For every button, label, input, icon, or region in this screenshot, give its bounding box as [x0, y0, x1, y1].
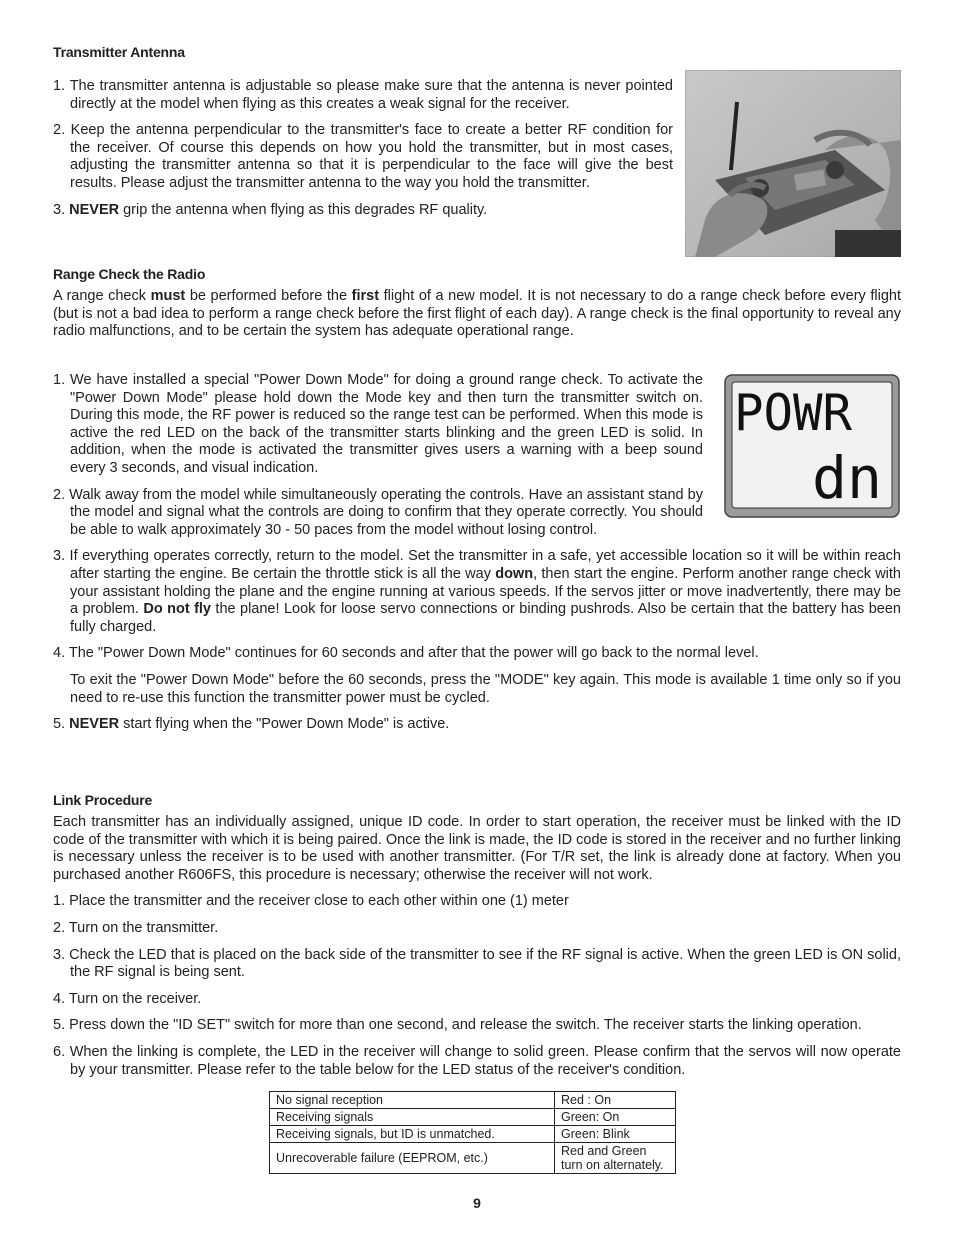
- table-cell-led: Red and Green turn on alternately.: [555, 1143, 676, 1174]
- section-heading: Link Procedure: [53, 792, 153, 808]
- list-item: 5. NEVER start flying when the "Power Down Mode" is active.: [53, 716, 450, 733]
- led-status-table: [269, 1091, 676, 1174]
- link-intro: Each transmitter has an individually assigned, unique ID code. In order to start operation, the receiver must be linked with the ID code of the transmitter with which it is being paired. Once the link is made, the ID code is stored in the receiver and no further linking is necessary unless the receiver is to be used with another transmitter. (For T/R set, the link is already done at factory. When you purchased another R606FS, this procedure is necessary; otherwise the receiver will not work.: [53, 814, 901, 883]
- section-transmitter-antenna: [53, 44, 901, 60]
- list-item: 3. If everything operates correctly, return to the model. Set the transmitter in a safe, yet accessible location so it will be within reach after starting the engine. Be certain the throttle stick is all the way down, then start the engine. Perform another range check with your assistant holding the plane and the engine running at various speeds. If the servos jitter or move inadvertently, there may be a problem. Do not fly the plane! Look for loose servo connections or binding pushrods. Also be certain that the battery has been fully charged.: [53, 548, 901, 635]
- list-item: 3. NEVER grip the antenna when flying as this degrades RF quality.: [53, 201, 488, 218]
- list-item-subtext: To exit the "Power Down Mode" before the 60 seconds, press the "MODE" key again. This mode is available 1 time only so if you need to re-use this function the transmitter power must be cycled.: [70, 671, 901, 706]
- section-link-procedure: [53, 792, 901, 1079]
- list-item: 2. Turn on the transmitter.: [53, 919, 219, 936]
- list-item: 5. Press down the "ID SET" switch for more than one second, and release the switch. The receiver starts the linking operation.: [53, 1017, 862, 1034]
- list-item: 6. When the linking is complete, the LED in the receiver will change to solid green. Please confirm that the servos will now operate by your transmitter. Please refer to the table below for the LED status of the receiver's condition.: [53, 1043, 901, 1078]
- table-cell-condition: No signal reception: [270, 1092, 555, 1109]
- table-row: [270, 1109, 676, 1126]
- table-row: [270, 1126, 676, 1143]
- lcd-display-power-down: [724, 374, 900, 518]
- list-item: 1. The transmitter antenna is adjustable so please make sure that the antenna is never pointed directly at the model when flying as this creates a weak signal for the receiver.: [53, 78, 673, 112]
- list-item: 3. Check the LED that is placed on the back side of the transmitter to see if the RF signal is active. When the green LED is ON solid, the RF signal is being sent.: [53, 946, 901, 981]
- range-intro: A range check must be performed before the first flight of a new model. It is not necessary to do a range check before every flight (but is not a bad idea to perform a range check before the first flight of each day). A range check is the final opportunity to reveal any radio malfunctions, and to be certain the system has adequate operational range.: [53, 288, 901, 340]
- table-cell-condition: Receiving signals: [270, 1109, 555, 1126]
- section-heading: Range Check the Radio: [53, 266, 206, 282]
- page-number: 9: [473, 1195, 481, 1211]
- table-row: [270, 1143, 676, 1174]
- list-item: 1. Place the transmitter and the receiver close to each other within one (1) meter: [53, 893, 569, 910]
- list-item: 4. Turn on the receiver.: [53, 990, 202, 1007]
- lcd-line-1: POWR: [734, 384, 853, 442]
- table-cell-led: Green: On: [555, 1109, 676, 1126]
- table-cell-condition: Receiving signals, but ID is unmatched.: [270, 1126, 555, 1143]
- list-item: 4. The "Power Down Mode" continues for 60 seconds and after that the power will go back to the normal level.: [53, 645, 759, 662]
- section-heading: Transmitter Antenna: [53, 44, 185, 60]
- table-cell-condition: Unrecoverable failure (EEPROM, etc.): [270, 1143, 555, 1174]
- list-item: 2. Keep the antenna perpendicular to the transmitter's face to create a better RF condition for the receiver. Of course this depends on how you hold the transmitter, but in most cases, adjusting the transmitter antenna so that it is perpendicular to the face will give the best results. Please adjust the transmitter antenna to the way you hold the transmitter.: [53, 122, 674, 191]
- section-range-check: [53, 266, 901, 341]
- table-row: [270, 1092, 676, 1109]
- list-item: 2. Walk away from the model while simultaneously operating the controls. Have an assistant stand by the model and signal what the controls are doing to confirm that they operate correctly. You should be able to walk approximately 30 - 50 paces from the model without losing control.: [53, 486, 703, 538]
- lcd-line-2: dn: [812, 444, 882, 512]
- list-item: 1. We have installed a special "Power Down Mode" for doing a ground range check. To activate the "Power Down Mode" please hold down the Mode key and then turn the transmitter switch on. During this mode, the RF power is reduced so the range test can be performed. When this mode is active the red LED on the back of the transmitter starts blinking and the green LED is solid. In addition, when the mode is activated the transmitter gives users a warning with a beep sound every 3 seconds, and visual indication.: [53, 372, 703, 476]
- transmitter-hands-photo: [685, 70, 901, 257]
- table-cell-led: Green: Blink: [555, 1126, 676, 1143]
- antenna-list: [53, 78, 673, 219]
- table-cell-led: Red : On: [555, 1092, 676, 1109]
